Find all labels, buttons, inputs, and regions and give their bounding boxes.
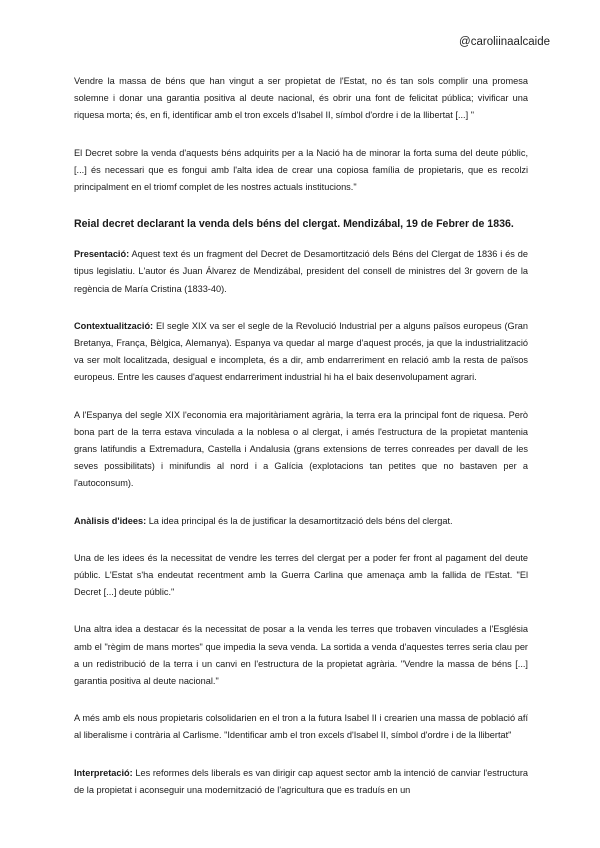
document-body — [74, 73, 528, 819]
quote-paragraph-1: Vendre la massa de béns que han vingut a ser propietat de l'Estat, no és tan sols complir una promesa solemne i donar una garantia positiva al deute nacional, és obrir una font de felicitat pública; vivificar una riquesa morta; és, en fi, identificar amb el tron excels d'Isabel II, símbol d'ordre i de la llibertat [...] " — [74, 76, 528, 121]
interpretacio-paragraph — [74, 765, 528, 799]
document-title: Reial decret declarant la venda dels béns del clergat. Mendizábal, 19 de Febrer de 1836. — [74, 218, 514, 231]
quote-paragraph-2: El Decret sobre la venda d'aquests béns adquirits per a la Nació ha de minorar la forta suma del deute públic, [...] és necessari que es fongui amb l'alta idea de crear una copiosa família de propietaris, que es recolzi principalment en el triomf complet de les nostres actuals institucions." — [74, 147, 528, 193]
presentacio-paragraph — [74, 246, 528, 298]
contextualitzacio-paragraph — [74, 318, 528, 387]
contextualitzacio-paragraph-2: A l'Espanya del segle XIX l'economia era majoritàriament agrària, la terra era la principal font de riquesa. Però bona part de la terra estava vinculada a la noblesa o al clergat, i amés l'estructura de la propietat mantenia grans latifundis a Extremadura, Castella i Andalusia (grans extensions de terres conreades per davall de les seves possibilitats) i minifundis al nord i a Galícia (explotacions tan petites que no bastaven per a l'autoconsum). — [74, 409, 528, 489]
analisi-paragraph-4: A més amb els nous propietaris colsolidarien en el tron a la futura Isabel II i crearien una massa de població afí al liberalisme i contrària al Carlisme. "Identificar amb el tron excels d'Isabel II, símbol d'ordre i de la llibertat" — [74, 713, 528, 741]
presentacio-text: Aquest text és un fragment del Decret de Desamortització dels Béns del Clergat de 1836 i és de tipus legislatiu. L'autor és Juan Álvarez de Mendizábal, president del consell de ministres del 3r govern de la regència de María Cristina (1833-40). — [74, 249, 528, 294]
interpretacio-text: Les reformes dels liberals es van dirigir cap aquest sector amb la intenció de canviar l'estructura de la propietat i aconseguir una modernització de l'agricultura que es traduís en un — [74, 767, 528, 795]
analisi-paragraph-3: Una altra idea a destacar és la necessitat de posar a la venda les terres que trobaven vinculades a l'Església amb el "règim de mans mortes" que impedia la seva venda. La sortida a venda d'aquestes terres seria clau per a un redistribució de la terra i un canvi en l'estructura de la propietat agrària. "Vendre la massa de béns [...] garantia positiva al deute nacional." — [74, 624, 528, 687]
analisi-label: Anàlisis d'idees: — [74, 515, 147, 526]
interpretacio-label: Interpretació: — [74, 767, 133, 778]
presentacio-label: Presentació: — [74, 249, 130, 260]
analisi-paragraph-2: Una de les idees és la necessitat de vendre les terres del clergat per a poder fer front al pagament del deute públic. L'Estat s'ha endeutat recentment amb la Guerra Carlina que amenaça amb la fallida de l'Estat. "El Decret [...] deute públic." — [74, 552, 528, 598]
analisi-text: La idea principal és la de justificar la desamortització dels béns del clergat. — [146, 515, 453, 526]
author-handle: @caroliinaalcaide — [459, 36, 550, 48]
contextualitzacio-text: El segle XIX va ser el segle de la Revolució Industrial per a alguns països europeus (Gran Bretanya, França, Bèlgica, Alemanya). Espanya va quedar al marge d'aquest procés, ja que la industrialització va ser molt localitzada, desigual e incompleta, és a dir, amb endarreriment en relació amb la resta de països europeus. Entre les causes d'aquest endarreriment industrial hi ha el baix desenvolupament agrari. — [74, 320, 528, 383]
analisi-paragraph — [74, 513, 528, 530]
contextualitzacio-label: Contextualització: — [74, 320, 154, 331]
